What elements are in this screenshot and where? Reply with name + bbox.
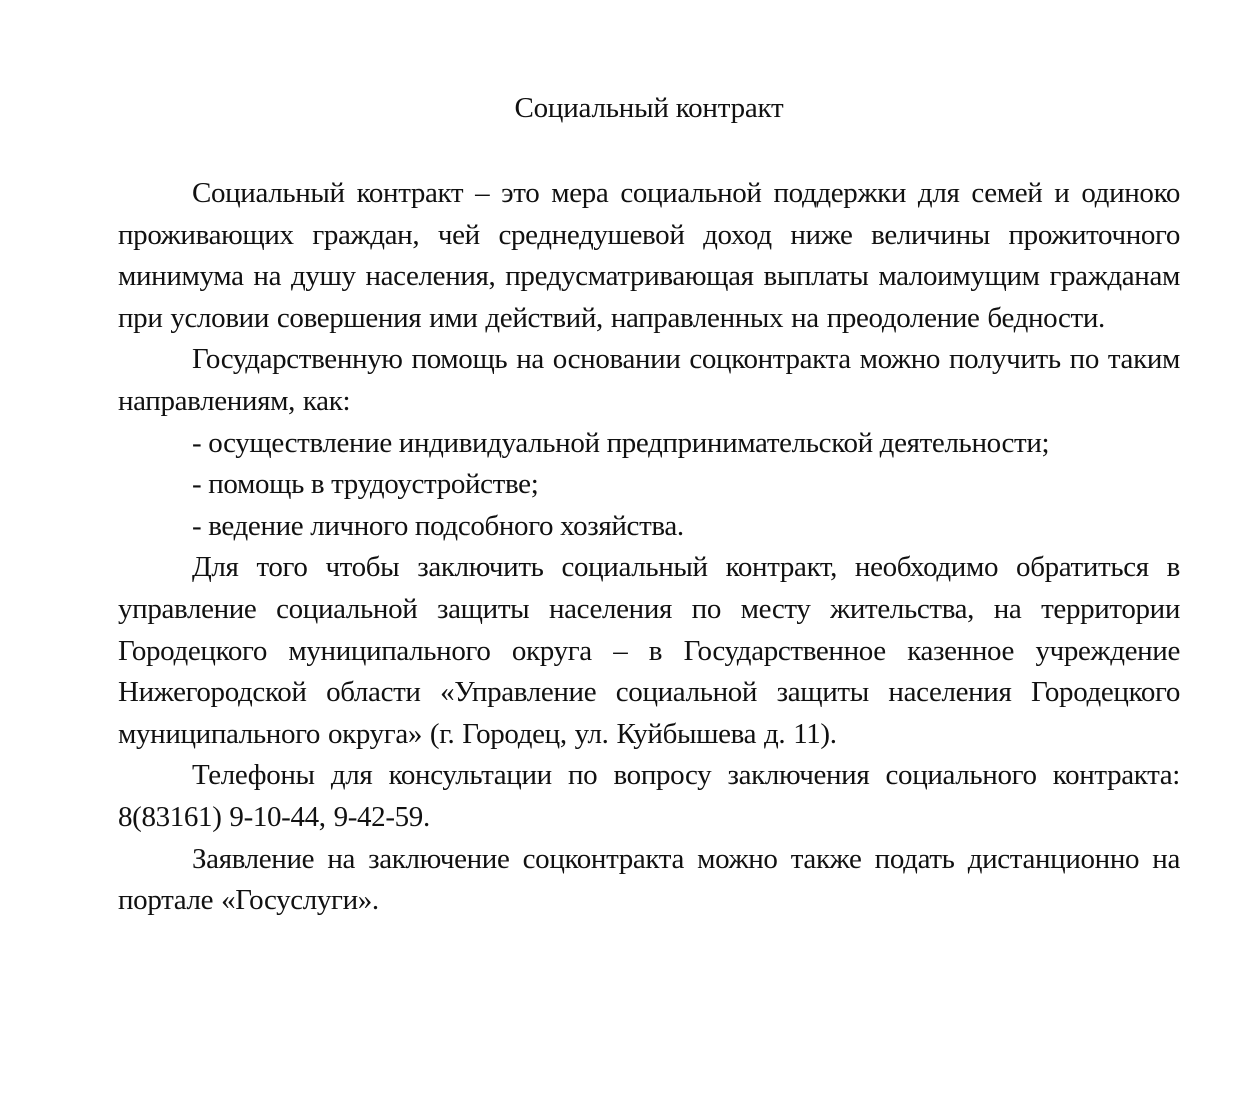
list-item: - помощь в трудоустройстве; (192, 468, 539, 501)
directions-list (118, 423, 1180, 548)
document-page (118, 84, 1180, 922)
paragraph-definition: Социальный контракт – это мера социальной поддержки для семей и одиноко проживающих граждан, чей среднедушевой доход ниже величины прожиточного минимума на душу населения, предусматривающая выплаты малоимущим гражданам при условии совершения ими действий, направленных на преодоление бедности. (118, 177, 1180, 334)
paragraph-phones: Телефоны для консультации по вопросу заключения социального контракта: 8(83161) 9-10-44, 9-42-59. (118, 759, 1180, 833)
paragraph-directions-intro: Государственную помощь на основании соцконтракта можно получить по таким направлениям, как: (118, 343, 1180, 417)
list-item: - осуществление индивидуальной предпринимательской деятельности; (192, 426, 1050, 459)
document-body (118, 173, 1180, 922)
list-item: - ведение личного подсобного хозяйства. (192, 509, 684, 542)
document-title: Социальный контракт (514, 92, 784, 124)
paragraph-gosuslugi: Заявление на заключение соцконтракта можно также подать дистанционно на портале «Госуслуги». (118, 842, 1180, 917)
paragraph-where-to-apply: Для того чтобы заключить социальный контракт, необходимо обратиться в управление социальной защиты населения по месту жительства, на территории Городецкого муниципального округа – в Государственное казенное учреждение Нижегородской области «Управление социальной защиты населения Городецкого муниципального округа» (г. Городец, ул. Куйбышева д. 11). (118, 551, 1180, 750)
